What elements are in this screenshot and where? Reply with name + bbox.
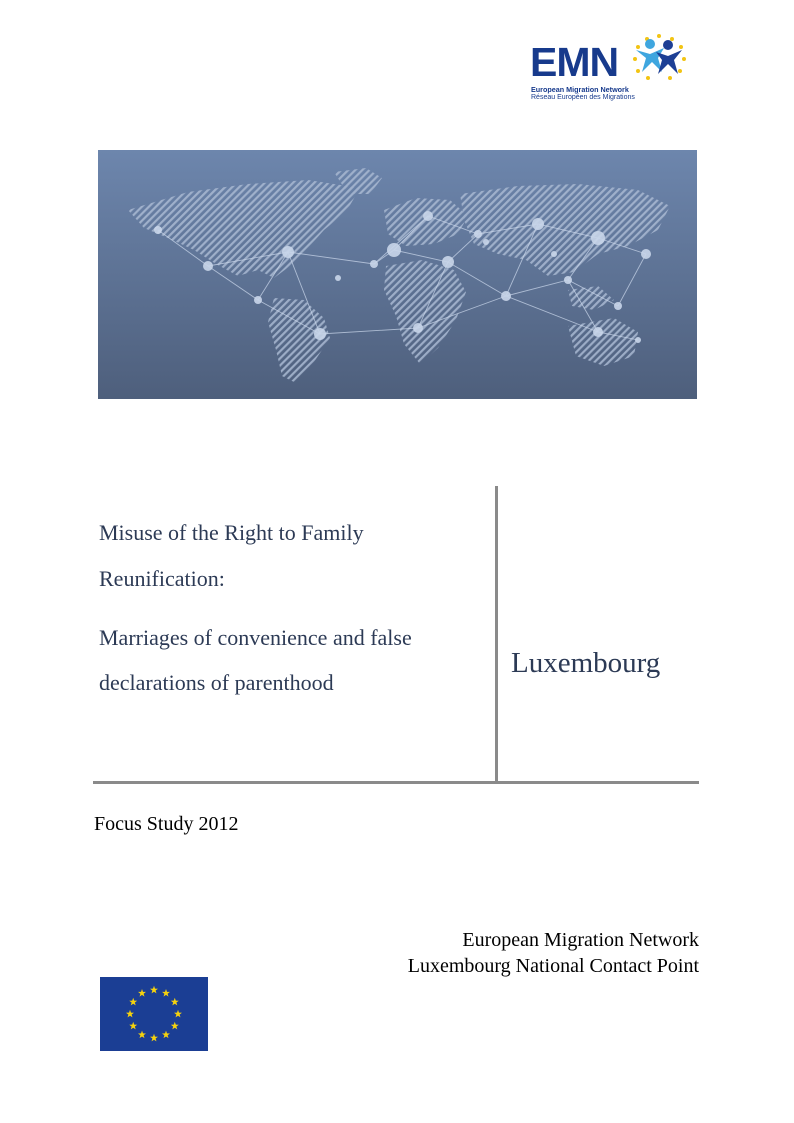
emn-logo <box>528 32 696 104</box>
country-name: Luxembourg <box>511 647 661 679</box>
eu-flag-icon <box>100 977 208 1051</box>
organization-name: European Migration Network <box>462 929 699 951</box>
vertical-divider <box>495 486 498 783</box>
subtitle-line-2: declarations of parenthood <box>99 670 334 695</box>
subtitle-line-1: Marriages of convenience and false <box>99 625 412 650</box>
emn-logo-tagline-en: European Migration Network <box>531 85 629 94</box>
world-map-banner <box>98 150 697 399</box>
title-line-2: Reunification: <box>99 566 225 591</box>
contact-point-name: Luxembourg National Contact Point <box>407 955 699 977</box>
study-label: Focus Study 2012 <box>94 813 239 835</box>
world-map-network-icon <box>98 150 697 399</box>
title-line-1: Misuse of the Right to Family <box>99 520 364 545</box>
emn-figures-icon <box>628 32 690 82</box>
horizontal-divider <box>93 781 699 784</box>
emn-logo-tagline-fr: Réseau Européen des Migrations <box>531 94 635 101</box>
emn-logo-letters: EMN <box>530 39 619 85</box>
